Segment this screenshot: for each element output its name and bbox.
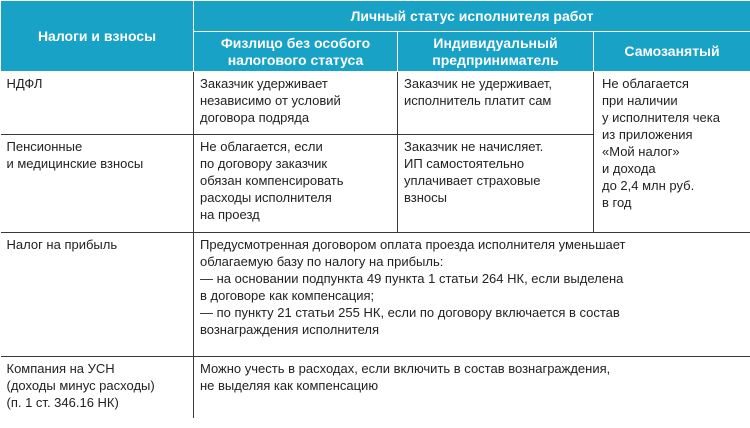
header-individual: Физлицо без особого налогового статуса <box>194 32 398 72</box>
table-row <box>1 72 750 135</box>
header-self-employed: Самозанятый <box>594 32 750 72</box>
cell-merged: Предусмотренная договором оплата проезда исполнителя уменьшает облагаемую базу по налогу на прибыль: — на основании подпункта 49 пункта 1 статьи 264 НК, если выделена в договоре как компенсация; — по пункту 21 статьи 255 НК, если по договору включается в состав вознаграждения исполнителя <box>194 233 750 357</box>
table-row <box>1 233 750 357</box>
cell-entrepreneur: Заказчик не начисляет. ИП самостоятельно уплачивает страховые взносы <box>398 135 594 233</box>
row-label: Пенсионные и медицинские взносы <box>1 135 194 233</box>
cell-merged: Можно учесть в расходах, если включить в состав вознаграждения, не выделяя как компенсацию <box>194 357 750 418</box>
cell-individual: Не облагается, если по договору заказчик обязан компенсировать расходы исполнителя на проезд <box>194 135 398 233</box>
cell-entrepreneur: Заказчик не удерживает, исполнитель платит сам <box>398 72 594 135</box>
header-row-top <box>1 1 750 32</box>
row-label: Компания на УСН (доходы минус расходы) (п. 1 ст. 346.16 НК) <box>1 357 194 418</box>
header-entrepreneur: Индивидуальный предприниматель <box>398 32 594 72</box>
cell-individual: Заказчик удерживает независимо от условий договора подряда <box>194 72 398 135</box>
row-label: НДФЛ <box>1 72 194 135</box>
table-row <box>1 357 750 418</box>
header-status-group: Личный статус исполнителя работ <box>194 1 750 32</box>
header-taxes: Налоги и взносы <box>1 1 194 72</box>
row-label: Налог на прибыль <box>1 233 194 357</box>
cell-self-employed: Не облагается при наличии у исполнителя чека из приложения «Мой налог» и дохода до 2,4 млн руб. в год <box>594 72 750 233</box>
